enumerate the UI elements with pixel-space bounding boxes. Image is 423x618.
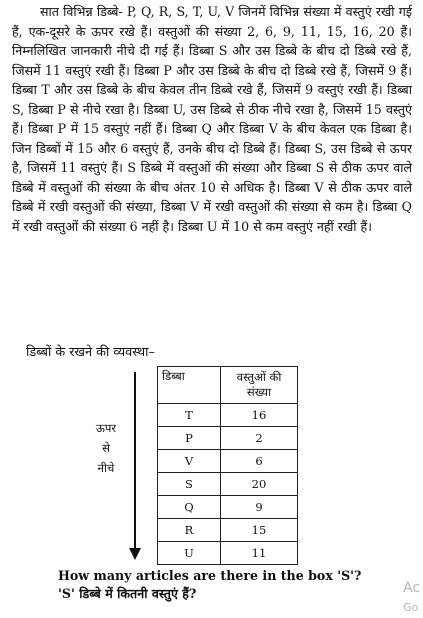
box-cell: U (158, 542, 221, 565)
arrangement-table (157, 366, 298, 565)
arrow-down-icon (129, 548, 141, 560)
box-cell: T (158, 404, 221, 427)
count-cell: 9 (221, 496, 298, 519)
arrangement-label: डिब्बों के रखने की व्यवस्था– (26, 345, 155, 360)
watermark-line-2: Go (403, 601, 419, 614)
direction-label-top: ऊपर (95, 421, 117, 435)
box-cell: V (158, 450, 221, 473)
table-row (158, 542, 298, 565)
table-row (158, 427, 298, 450)
box-cell: R (158, 519, 221, 542)
table-row (158, 404, 298, 427)
box-cell: S (158, 473, 221, 496)
table-header-row (158, 367, 298, 404)
count-cell: 16 (221, 404, 298, 427)
direction-label-from: से (102, 441, 110, 455)
question-hindi: 'S' डिब्बे में कितनी वस्तुएं हैं? (58, 586, 197, 601)
question-english: How many articles are there in the box 'S'? (58, 568, 362, 583)
arrow-shaft (134, 372, 136, 552)
count-cell: 15 (221, 519, 298, 542)
table-row (158, 473, 298, 496)
header-count: वस्तुओं की संख्या (221, 367, 298, 404)
puzzle-paragraph: सात विभिन्न डिब्बे- P, Q, R, S, T, U, V जिनमें विभिन्न संख्या में वस्तुएं रखी गई हैं, एक-दूसरे के ऊपर रखे हैं। वस्तुओं की संख्या 2, 6, 9, 11, 15, 16, 20 हैं। निम्नलिखित जानकारी नीचे दी गई हैं। डिब्बा S और उस डिब्बे के बीच दो डिब्बे रखे हैं, जिसमें 11 वस्तुएं रखी हैं। डिब्बा P और उस डिब्बे के बीच दो डिब्बे रखे हैं, जिसमें 9 हैं। डिब्बा T और उस डिब्बे के बीच केवल तीन डिब्बे रखे हैं, जिसमें 9 वस्तुएं रखी हैं। डिब्बा S, डिब्बा P से नीचे रखा है। डिब्बा U, उस डिब्बे से ठीक नीचे रखा है, जिसमें 15 वस्तुएं हैं। डिब्बा P में 15 वस्तुएं नहीं हैं। डिब्बा Q और डिब्बा V के बीच केवल एक डिब्बा है। जिन डिब्बों में 15 और 6 वस्तुएं हैं, उनके बीच दो डिब्बे हैं। डिब्बा S, उस डिब्बे से ऊपर है, जिसमें 11 वस्तुएं हैं। S डिब्बे में वस्तुओं की संख्या और डिब्बा S से ठीक ऊपर वाले डिब्बे में वस्तुओं की संख्या के बीच अंतर 10 से अधिक है। डिब्बा V से ठीक ऊपर वाले डिब्बे में रखी वस्तुओं की संख्या, डिब्बा V में रखी वस्तुओं की संख्या से कम है। डिब्बा Q में रखी वस्तुओं की संख्या 6 नहीं है। डिब्बा U में 10 से कम वस्तुएं नहीं रखी हैं। (12, 4, 412, 234)
table-row (158, 519, 298, 542)
count-cell: 2 (221, 427, 298, 450)
count-cell: 11 (221, 542, 298, 565)
count-cell: 6 (221, 450, 298, 473)
direction-label-bottom: नीचे (97, 461, 115, 475)
header-box: डिब्बा (158, 367, 221, 404)
watermark-line-1: Ac (403, 580, 421, 596)
count-cell: 20 (221, 473, 298, 496)
direction-label (88, 418, 124, 478)
table-row (158, 450, 298, 473)
table-row (158, 496, 298, 519)
box-cell: P (158, 427, 221, 450)
question-block (58, 567, 361, 603)
box-cell: Q (158, 496, 221, 519)
